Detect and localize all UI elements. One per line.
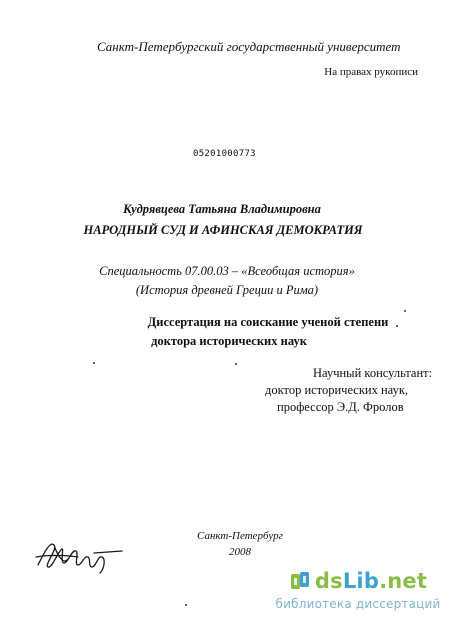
rights-note: На правах рукописи [324, 66, 418, 78]
university-name: Санкт-Петербургский государственный университет [97, 39, 401, 54]
signature-icon [34, 535, 126, 575]
degree-line: Диссертация на соискание ученой степени [147, 315, 389, 329]
watermark-caption: библиотека диссертаций [275, 597, 441, 611]
scan-speck [235, 363, 237, 365]
watermark-brand: dsLib.net [314, 569, 428, 593]
scan-speck [396, 325, 398, 327]
degree-subline: доктора исторических наук [151, 334, 307, 348]
watermark [270, 568, 446, 618]
advisor-degree: доктор исторических наук, [265, 383, 409, 397]
city: Санкт-Петербург [197, 530, 283, 542]
advisor-name: профессор Э.Д. Фролов [277, 400, 404, 414]
catalog-code: 05201000773 [193, 149, 256, 159]
watermark-logo [270, 568, 446, 594]
specialty-line: Специальность 07.00.03 – «Всеобщая история» [99, 264, 355, 278]
scan-speck [404, 310, 406, 312]
author-name: Кудрявцева Татьяна Владимировна [123, 202, 321, 216]
book-icon [289, 570, 311, 592]
specialty-subline: (История древней Греции и Рима) [135, 283, 319, 297]
advisor-heading: Научный консультант: [313, 366, 433, 380]
dissertation-title: НАРОДНЫЙ СУД И АФИНСКАЯ ДЕМОКРАТИЯ [83, 223, 363, 237]
scan-speck [93, 362, 95, 364]
scan-speck [185, 604, 187, 606]
year: 2008 [229, 546, 251, 558]
